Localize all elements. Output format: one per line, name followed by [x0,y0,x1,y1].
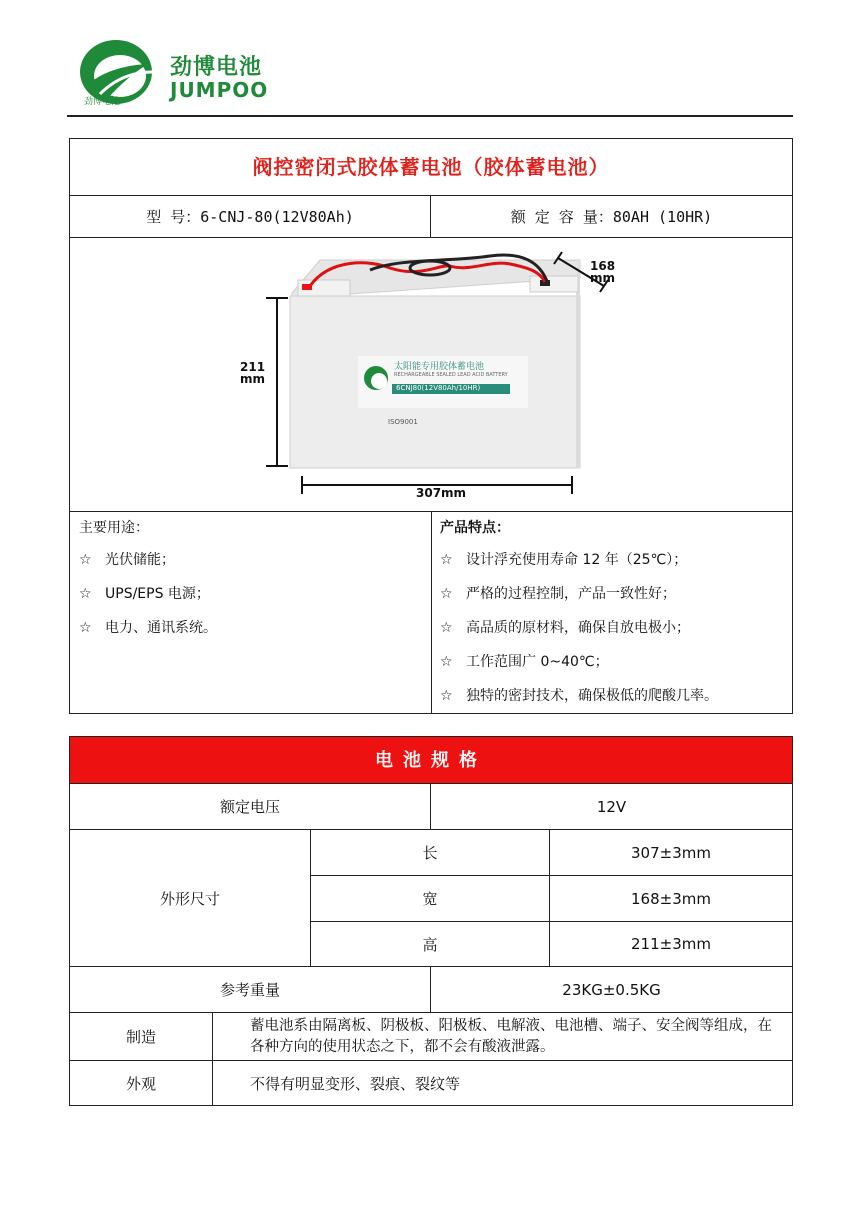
use-item-text: 电力、通讯系统。 [105,620,217,636]
weight-label: 参考重量 [219,981,280,999]
list-item [440,645,790,679]
list-item [79,543,424,577]
feature-item-text: 高品质的原材料，确保自放电极小； [466,620,690,636]
feature-item-text: 独特的密封技术，确保极低的爬酸几率。 [466,688,718,704]
use-item-text: UPS/EPS 电源； [105,586,210,602]
width-value: 168±3mm [631,889,711,908]
model-label: 型 号： [146,208,201,226]
brand-logo [78,36,278,116]
look-value: 不得有明显变形、裂痕、裂纹等 [250,1074,461,1093]
look-label: 外观 [125,1074,156,1093]
size-label: 外形尺寸 [159,889,220,908]
width-label: 宽 [422,890,438,908]
battery-label-sub: RECHARGEABLE SEALED LEAD ACID BATTERY [394,372,508,378]
spec-header: 电池规格 [70,737,792,784]
features-list [440,513,790,713]
capacity-value: 80AH (10HR) [612,208,713,226]
star-icon: ☆ [79,586,92,602]
sheet-title: 阀控密闭式胶体蓄电池（胶体蓄电池） [252,155,610,179]
star-icon: ☆ [79,620,92,636]
dim-height [240,361,265,385]
feature-item-text: 设计浮充使用寿命 12 年（25℃）； [466,552,688,568]
uses-title: 主要用途： [79,520,149,536]
height-label: 高 [422,935,438,954]
weight-value: 23KG±0.5KG [562,980,661,999]
list-item [440,543,790,577]
features-title: 产品特点： [440,520,510,536]
list-item [79,577,424,611]
capacity-label: 额 定 容 量： [510,208,613,226]
dim-depth-unit: mm [590,271,616,285]
list-item [79,611,424,645]
star-icon: ☆ [440,654,453,670]
logo-cn-text: 劲博电池 [170,55,263,80]
product-sheet [69,138,793,714]
make-value: 蓄电池系由隔离板、阴极板、阳极板、电解液、电池槽、端子、安全阀等组成，在各种方向的使用状态之下，都不会有酸液泄露。 [250,1017,772,1055]
logo-small-text: 劲博电池 [84,97,121,107]
logo-en-text: JUMPOO [170,78,269,102]
uses-list [79,513,424,645]
list-item [440,611,790,645]
length-label: 长 [422,844,438,862]
feature-item-text: 工作范围广 0~40℃； [466,654,609,670]
battery-label-model: 6CNJ80(12V80Ah/10HR) [396,384,481,392]
header-divider [67,115,793,117]
star-icon: ☆ [440,620,453,636]
battery-image [70,238,792,511]
list-item [440,577,790,611]
star-icon: ☆ [440,552,453,568]
dim-height-value: 211 [240,360,266,374]
dim-depth-value: 168 [590,259,616,273]
capacity-cell [431,196,792,238]
battery-label-iso: ISO9001 [388,418,418,426]
list-item [440,679,790,713]
star-icon: ☆ [440,688,453,704]
star-icon: ☆ [79,552,92,568]
length-value: 307±3mm [631,843,711,862]
star-icon: ☆ [440,586,453,602]
dim-depth [590,260,615,284]
battery-label-cn: 太阳能专用胶体蓄电池 [394,362,485,372]
voltage-value: 12V [596,797,627,816]
voltage-label: 额定电压 [219,798,280,816]
spec-table [69,736,793,1106]
dim-height-unit: mm [240,372,266,386]
model-cell [70,196,430,238]
height-value: 211±3mm [631,935,711,953]
use-item-text: 光伏储能； [105,552,175,568]
feature-item-text: 严格的过程控制，产品一致性好； [466,586,676,602]
dim-length: 307mm [416,486,467,500]
make-label: 制造 [125,1028,156,1046]
model-value: 6-CNJ-80(12V80Ah) [200,208,354,226]
